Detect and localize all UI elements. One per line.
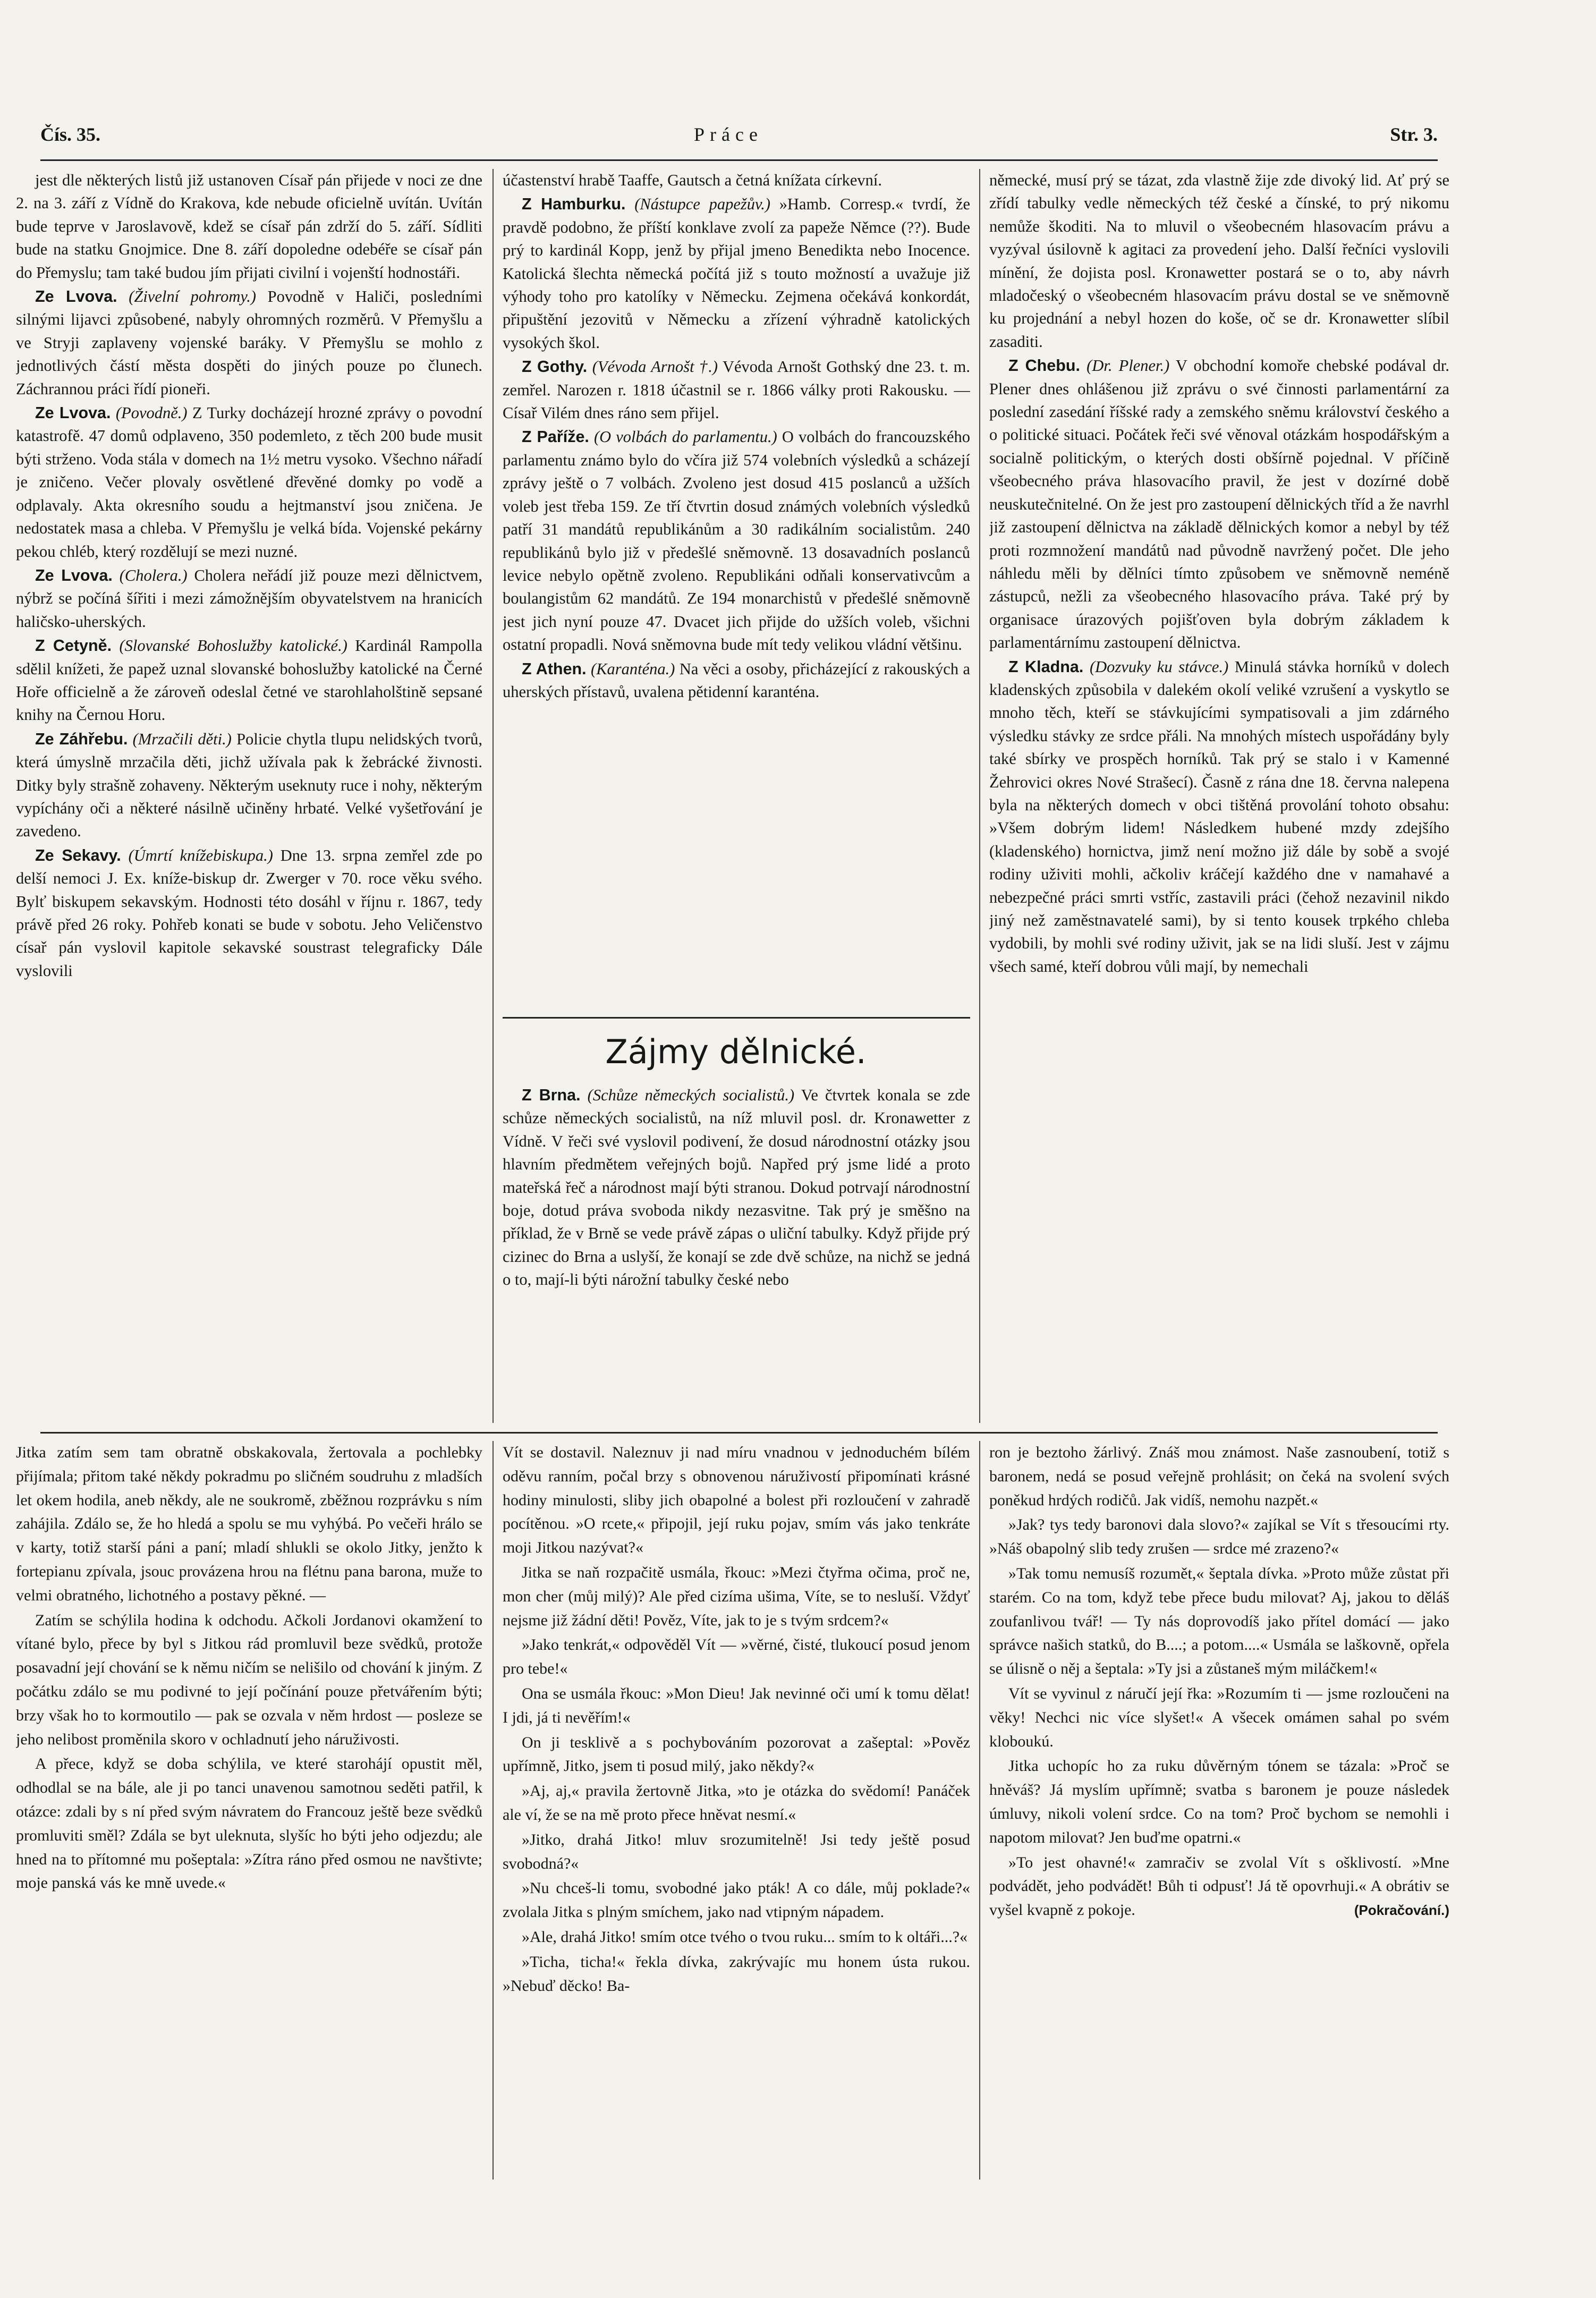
paragraph-text: V obchodní komoře chebské podával dr. Plener dnes ohlášenou již zprávu o své činnosti parlamentární za poslední zasedání říšské rady a zemského sněmu království českého a o politické situaci. Počátek řeči své věnoval otázkám hospodářským a socialně politickým, o kterých dosti obšírně pojednal. V příčině všeobecného práva hlasovacího pravil, že jest v dozírné době neuskutečnitelné. On že jest pro zastoupení dělnických tříd a že navrhl již zastoupení dělnictva na základě dělnických komor a nebyl by též proti rozmnožení mandátů nad původně navržený počet. Dle jeho náhledu měli by dělníci tímto způsobem ve sněmovně neméně zástupců, nežli za všeobecného hlasovacího práva. Také prý by organisace úrazových pojišťoven byla dobrým základem k parlamentárnímu zastoupení dělnictva. [989, 357, 1449, 652]
column-divider [979, 169, 980, 1423]
paragraph-text: Z Turky docházejí hrozné zprávy o povodní katastrofě. 47 domů odplaveno, 350 podemleto, z těch 200 bude musit býti strženo. Voda stála v domech na 1½ metru vysoko. Všechno nářadí je zničeno. Večer plovaly osvětlené dřevěné domky po vodě a odplavaly. Akta okresního soudu a hejtmanství jsou zničena. Je nedostatek masa a chleba. V Přemyšlu je velká bída. Vojenské pekárny pekou chléb, který rozdělují se mezi nuzné. [16, 404, 482, 561]
paragraph-text: účastenství hrabě Taaffe, Gautsch a četná knížata církevní. [503, 171, 882, 189]
paragraph [503, 658, 970, 704]
serial-column-left [16, 1441, 482, 2180]
paragraph-text: »Hamb. Corresp.« tvrdí, že pravdě podobno, že příští konklave zvolí za papeže Němce (??). Bude prý to kardinál Kopp, jenž by přijal jmeno Benedikta nebo Inocence. Katolická šlechta německá počítá již s touto možností a uvažuje již výhody toho pro katolíky v Německu. Zejmena očekává konkordát, připuštění jezovitů v Německu a zřízení výhradně katolických vysokých škol. [503, 195, 970, 352]
paragraph [16, 564, 482, 633]
paragraph-text: Jitka zatím sem tam obratně obskakovala, žertovala a pochlebky přijímala; přitom také někdy pokradmu po sličném soudruhu z mladších let okem hodila, aneb někdy, ale ne soukromě, zběžnou rozprávku s ním zahájila. Zdálo se, že ho hledá a spolu se mu vyhýbá. Po večeři hrálo se v karty, totiž starší páni a paní; mladí shlukli se okolo Jitky, jenžto k fortepianu zpívala, jsouc provázena hrou na flétnu pana barona, muže to velmi obratného, lichotného a postavy pěkné. — [16, 1444, 482, 1604]
paragraph-text: »Ticha, ticha!« řekla dívka, zakrývajíc mu honem ústa rukou. »Nebuď děcko! Ba- [503, 1953, 970, 1995]
paragraph [503, 193, 970, 354]
paragraph [16, 169, 482, 284]
paragraph [503, 1682, 970, 1730]
paragraph-text: ron je beztoho žárlivý. Znáš mou známost. Naše zasnoubení, totiž s baronem, nedá se posud veřejně prohlásit; on čeká na svolení svých poněkud hrdých rodičů. Jak vidíš, nemohu nazpět.« [989, 1444, 1449, 1509]
paragraph [503, 1731, 970, 1779]
paragraph [989, 169, 1449, 353]
paragraph [16, 634, 482, 727]
paragraph-text: Povodně v Haliči, posledními silnými lijavci způsobené, nabyly ohromných rozměrů. V Přemyšlu a ve Stryji zaplaveny vojenské baráky. V Přemyšlu se mohlo z jednotlivých částí města dospěti do jiných pouze po člunech. Záchrannou práci řídí pioneři. [16, 287, 482, 398]
dateline: Ze Záhřebu. [35, 730, 128, 748]
news-column-middle [503, 169, 970, 1019]
serial-column-middle [503, 1441, 970, 2180]
subheading: (Vévoda Arnošt †.) [592, 358, 718, 376]
paragraph-text: »Jako tenkrát,« odpověděl Vít — »věrné, čisté, tlukoucí posud jenom pro tebe!« [503, 1636, 970, 1678]
subheading: (Nástupce papežův.) [634, 195, 771, 214]
issue-number: Čís. 35. [40, 124, 101, 145]
paragraph [503, 1084, 970, 1292]
paragraph-text: Kardinál Rampolla sdělil knížeti, že papež uznal slovanské bohoslužby katolické na Černé Hoře officielně a že zároveň odeslal četné ve starohlaholštině sepsané knihy na Černou Horu. [16, 637, 482, 724]
paragraph [989, 1441, 1449, 1512]
subheading: (Dozvuky ku stávce.) [1089, 657, 1229, 676]
dateline: Z Chebu. [1008, 357, 1080, 375]
paragraph-text: »Ale, drahá Jitko! smím otce tvého o tvou ruku... smím to k oltáři...?« [522, 1928, 968, 1946]
page-header [40, 123, 1438, 155]
dateline: Z Cetyně. [35, 637, 112, 655]
dateline: Ze Sekavy. [35, 846, 121, 864]
paragraph-text: Policie chytla tlupu nelidských tvorů, která úmyslně mrzačila děti, jichž užívala pak k žebrácké živnosti. Ditky byly strašně zohaveny. Některým useknuty ruce i nohy, některým vypíchány oči a některé násilně učiněny hrbaté. Velké vyšetřování je zavedeno. [16, 730, 482, 841]
paragraph-text: A přece, když se doba schýlila, ve které starohájí opustit měl, odhodlal se na bále, ale ji po tanci unavenou samotnou seděti patřil, k otázce: zdali by s ní před svým návratem do Francouz ještě beze svědků promluviti směl? Zdála se byt uleknuta, slyšíc ho býti jeho odjezdu; ale hned na to přítomné mu pošeptala: »Zítra ráno před osmou ne navštivte; moje panská vás ke mně uvede.« [16, 1755, 482, 1892]
dateline: Z Kladna. [1008, 657, 1084, 676]
news-column-left [16, 169, 482, 1423]
subheading: (Cholera.) [119, 566, 188, 584]
paragraph [989, 656, 1449, 979]
paragraph-text: O volbách do francouzského parlamentu známo bylo do včíra již 574 volebních výsledků a scházejí zprávy ještě o 7 volbách. Zvoleno jest dosud 415 poslanců a užších voleb jest třeba 159. Ze tří čtvrtin dosud známých volebních výsledků patří 31 mandátů republikánům a 30 radikálním socialistům. 240 republikánů bylo již v předešlé sněmovně. 13 dosavadních poslanců levice nebylo opětně zvoleno. Republikáni odňali konservativcům a boulangistům 62 mandátů. Ze 194 monarchistů v předešlé sněmovně jest jich nyní pouze 47. Dvacet jich přijde do užších voleb, všichni ostatní propadli. Nová sněmovna bude mít tedy velikou vládní většinu. [503, 428, 970, 654]
paragraph-text: »Aj, aj,« pravila žertovně Jitka, »to je otázka do svědomí! Panáček ale ví, že se na mě proto přece hněvat nesmí.« [503, 1782, 970, 1824]
paragraph [16, 728, 482, 843]
newspaper-title: Práce [694, 124, 763, 145]
paragraph-text: On ji tesklivě a s pochybováním pozorovat a zašeptal: »Pověz upřímně, Jitko, jsem ti posud milý, jako někdy?« [503, 1733, 970, 1775]
paragraph [16, 285, 482, 401]
paragraph-text: německé, musí prý se tázat, zda vlastně žije zde divoký lid. Ať prý se zřídí tabulky vedle německých též české a čínské, to prý nikomu nemůže škoditi. Na to mluvil o všeobecném hlasovacím právu a vyzýval úsilovně k agitaci za provedení jeho. Další řečníci vyslovili mínění, že dojista posl. Kronawetter postará se o to, aby návrh mladočeský o všeobecném hlasovacím právu dostal se ve sněmovně ku projednání a nebyl hozen do koše, oč se dr. Kronawetter slíbil zasaditi. [989, 171, 1449, 351]
paragraph [503, 1951, 970, 1998]
column-divider [979, 1441, 980, 2180]
subheading: (Živelní pohromy.) [129, 287, 257, 306]
header-rule [40, 159, 1438, 161]
paragraph [503, 1877, 970, 1924]
continued-label: (Pokračování.) [1354, 1902, 1449, 1919]
subheading: (Úmrtí knížebiskupa.) [128, 846, 273, 864]
subheading: (Povodně.) [115, 404, 188, 422]
paragraph [989, 1562, 1449, 1681]
paragraph [503, 1633, 970, 1681]
labor-column-middle [503, 1084, 970, 1424]
paragraph [16, 844, 482, 982]
paragraph [989, 1513, 1449, 1561]
dateline: Z Hamburku. [522, 195, 626, 214]
paragraph [989, 1682, 1449, 1753]
paragraph-text: Jitka se naň rozpačitě usmála, řkouc: »Mezi čtyřma očima, proč ne, mon cher (můj milý)? Ale před cizíma ušima, Víte, se to nesluší. Vždyť nejsme již žádní děti! Pověz, Víte, jak to je s tvým srdcem?« [503, 1563, 970, 1629]
paragraph [503, 1441, 970, 1560]
subheading: (Mrzačili děti.) [132, 730, 232, 748]
paragraph-text: »Jak? tys tedy baronovi dala slovo?« zajíkal se Vít s třesoucími rty. »Náš obapolný slib tedy zrušen — srdce mé zrazeno?« [989, 1516, 1449, 1558]
paragraph [503, 1779, 970, 1827]
paragraph [16, 402, 482, 563]
paragraph-text: »To jest ohavné!« zamračiv se zvolal Vít s ošklivostí. »Mne podvádět, jeho podvádět! Bůh ti odpusť! Já tě opovrhuji.« A obrátiv se vyšel kvapně z pokoje. [989, 1853, 1449, 1919]
paragraph [503, 355, 970, 425]
paragraph-text: »Jitko, drahá Jitko! mluv srozumitelně! Jsi tedy ještě posud svobodná?« [503, 1830, 970, 1872]
subheading: (Karanténa.) [591, 659, 675, 678]
feuilleton-rule [40, 1432, 1438, 1434]
paragraph [503, 1561, 970, 1632]
paragraph-text: Minulá stávka horníků v dolech kladenských způsobila v dalekém okolí veliké vzrušení a vyskytlo se mnoho těch, kteří se stávkujícími sympatisovali a jim zdárného výsledku stávky ze srdce přáli. Na mnohých místech uspořádány byly také sbírky ve prospěch horníků. Tak prý se stalo i v Kamenné Žehrovici okres Nové Strašecí). Časně z rána dne 18. června nalepena byla na některých domech v obci tištěná provolání tohoto obsahu: »Všem dobrým lidem! Následkem hubené mzdy zdejšího (kladenského) hornictva, jimž není možno již dále by sobě a svojé rodiny uživiti mohli, ačkoliv kráčejí každého dne v namahavé a nebezpečné práci smrti vstříc, zastavili práci (čehož nezavinil nikdo jiný než zaměstnavatelé sami), by si tento kousek trpkého chleba vydobili, by mohli své rodiny uživit, jak se na lidi sluší. Jest v zájmu všech samé, kteří dobrou vůli mají, by nemechali [989, 657, 1449, 976]
paragraph-text: jest dle některých listů již ustanoven Císař pán přijede v noci ze dne 2. na 3. září z Vídně do Krakova, kde nebude oficielně uvítán. Uvítán bude teprve v Jaroslavově, kdež se císař pán zdrží do 5. září. Sídliti bude na statku Gnojmice. Dne 8. září dopoledne odebéře se císař pán do Přemyslu; tam také budou jím přijati civilní i vojenští hodnostáři. [16, 171, 482, 282]
paragraph-text: Na věci a osoby, přicházející z rakouských a uherských přístavů, uvalena pětidenní karanténa. [503, 659, 970, 701]
paragraph [503, 426, 970, 656]
paragraph [16, 1441, 482, 1608]
column-divider [493, 1441, 494, 2180]
dateline: Ze Lvova. [35, 566, 113, 584]
paragraph-text: Ona se usmála řkouc: »Mon Dieu! Jak nevinné oči umí k tomu dělat! I jdi, já ti nevěřím!« [503, 1684, 970, 1726]
section-rule-top [503, 1017, 970, 1019]
subheading: (Schůze německých socialistů.) [587, 1086, 795, 1104]
paragraph-text: Jitka uchopíc ho za ruku důvěrným tónem se tázala: »Proč se hněváš? Já myslím upřímně; svatba s baronem je pouze následek úmluvy, nikoli volení srdce. Co na tom? Proč bychom se nemohli i napotom milovat? Jen buďme opatrni.« [989, 1757, 1449, 1846]
dateline: Z Brna. [522, 1086, 581, 1104]
dateline: Ze Lvova. [35, 287, 117, 306]
paragraph [503, 1926, 970, 1949]
dateline: Ze Lvova. [35, 404, 111, 422]
paragraph [16, 1609, 482, 1752]
subheading: (O volbách do parlamentu.) [593, 428, 777, 446]
paragraph-text: Vévoda Arnošt Gothský dne 23. t. m. zemřel. Narozen r. 1818 účastnil se r. 1866 války proti Rakousku. — Císař Vilém dnes ráno sem přijel. [503, 358, 970, 422]
paragraph [16, 1752, 482, 1895]
paragraph [503, 1828, 970, 1876]
subheading: (Dr. Plener.) [1086, 357, 1170, 375]
paragraph [503, 169, 970, 192]
paragraph [989, 354, 1449, 654]
page-number: Str. 3. [1390, 124, 1438, 145]
paragraph-text: Vít se dostavil. Naleznuv ji nad míru vnadnou v jednoduchém bílém oděvu ranním, počal brzy s obnovenou náruživostí připomínati krásné hodiny minulosti, sliby jich obapolné a bolest při rozloučení v zahradě pocítěnou. »O rcete,« připojil, její ruku pojav, smím vás jako tenkráte moji Jitkou nazývat?« [503, 1444, 970, 1557]
paragraph-text: Ve čtvrtek konala se zde schůze německých socialistů, na níž mluvil posl. dr. Kronawetter z Vídně. V řeči své vyslovil podivení, že dosud národnostní otázky jsou hlavním předmětem veřejných bojů. Napřed prý jsme lidé a proto mateřská řeč a národnost mají býti stranou. Dokud potrvají národnostní boje, dotud práva svoboda nikdy nezasvitne. Tak prý je směšno na příklad, že v Brně se vede právě zápas o uliční tabulky. Když přijde prý cizinec do Brna a uslyší, že konají se zde dvě schůze, na nichž se jedná o to, mají-li býti nárožní tabulky české nebo [503, 1086, 970, 1289]
paragraph-text: Cholera neřádí již pouze mezi dělnictvem, nýbrž se počíná šířiti i mezi zámožnějším obyvatelstvem na hranicích haličsko-uherských. [16, 566, 482, 631]
paragraph-text: Dne 13. srpna zemřel zde po delší nemoci J. Ex. kníže-biskup dr. Zwerger v 70. roce věku svého. Bylť biskupem sekavským. Hodnosti této dosáhl v říjnu r. 1867, tedy právě před 26 roky. Pohřeb konati se bude v sobotu. Jeho Veličenstvo císař pán vyslovil kapitole sekavské soustrast telegraficky Dále vyslovili [16, 846, 482, 980]
dateline: Z Paříže. [522, 428, 589, 446]
news-column-right [989, 169, 1449, 1423]
paragraph-text: Zatím se schýlila hodina k odchodu. Ačkoli Jordanovi okamžení to vítané bylo, přece by byl s Jitkou rád promluvil beze svědků, protože posavadní její chování se k němu ničím se nelišilo od chování k jiným. Z počátku zdálo se mu podivné to její počínání pouze přetvářením býti; brzy však ho to kormoutilo — pak se ozvala v něm hrdost — posleze se jeho nelibost proměnila skoro v ochladnutí jeho náruživosti. [16, 1611, 482, 1748]
paragraph [989, 1851, 1449, 1922]
paragraph-text: »Nu chceš-li tomu, svobodné jako pták! A co dále, můj poklade?« zvolala Jitka s plným smíchem, jako nad vtipným nápadem. [503, 1879, 970, 1921]
section-heading: Zájmy dělnické. [605, 1032, 867, 1071]
paragraph [989, 1754, 1449, 1850]
paragraph-text: Vít se vyvinul z náručí její řka: »Rozumím ti — jsme rozloučeni na věky! Nechci nic více slyšet!« A všecek omámen sahal po svém kloboukú. [989, 1684, 1449, 1750]
subheading: (Slovanské Bohoslužby katolické.) [119, 637, 347, 655]
serial-column-right [989, 1441, 1449, 2180]
paragraph-text: »Tak tomu nemusíš rozumět,« šeptala dívka. »Proto může zůstat při starém. Co na tom, když tebe přece budu milovat? Aj, jakou to děláš zoufanlivou tvář! — Ty nás doprovodíš jako přítel domácí — jako správce našich statků, do B....; a potom....« Usmála se laškovně, opřela se úlisně o něj a šeptala: »Ty jsi a zůstaneš mým miláčkem!« [989, 1564, 1449, 1678]
dateline: Z Athen. [522, 659, 587, 678]
dateline: Z Gothy. [522, 358, 588, 376]
column-divider [493, 169, 494, 1423]
